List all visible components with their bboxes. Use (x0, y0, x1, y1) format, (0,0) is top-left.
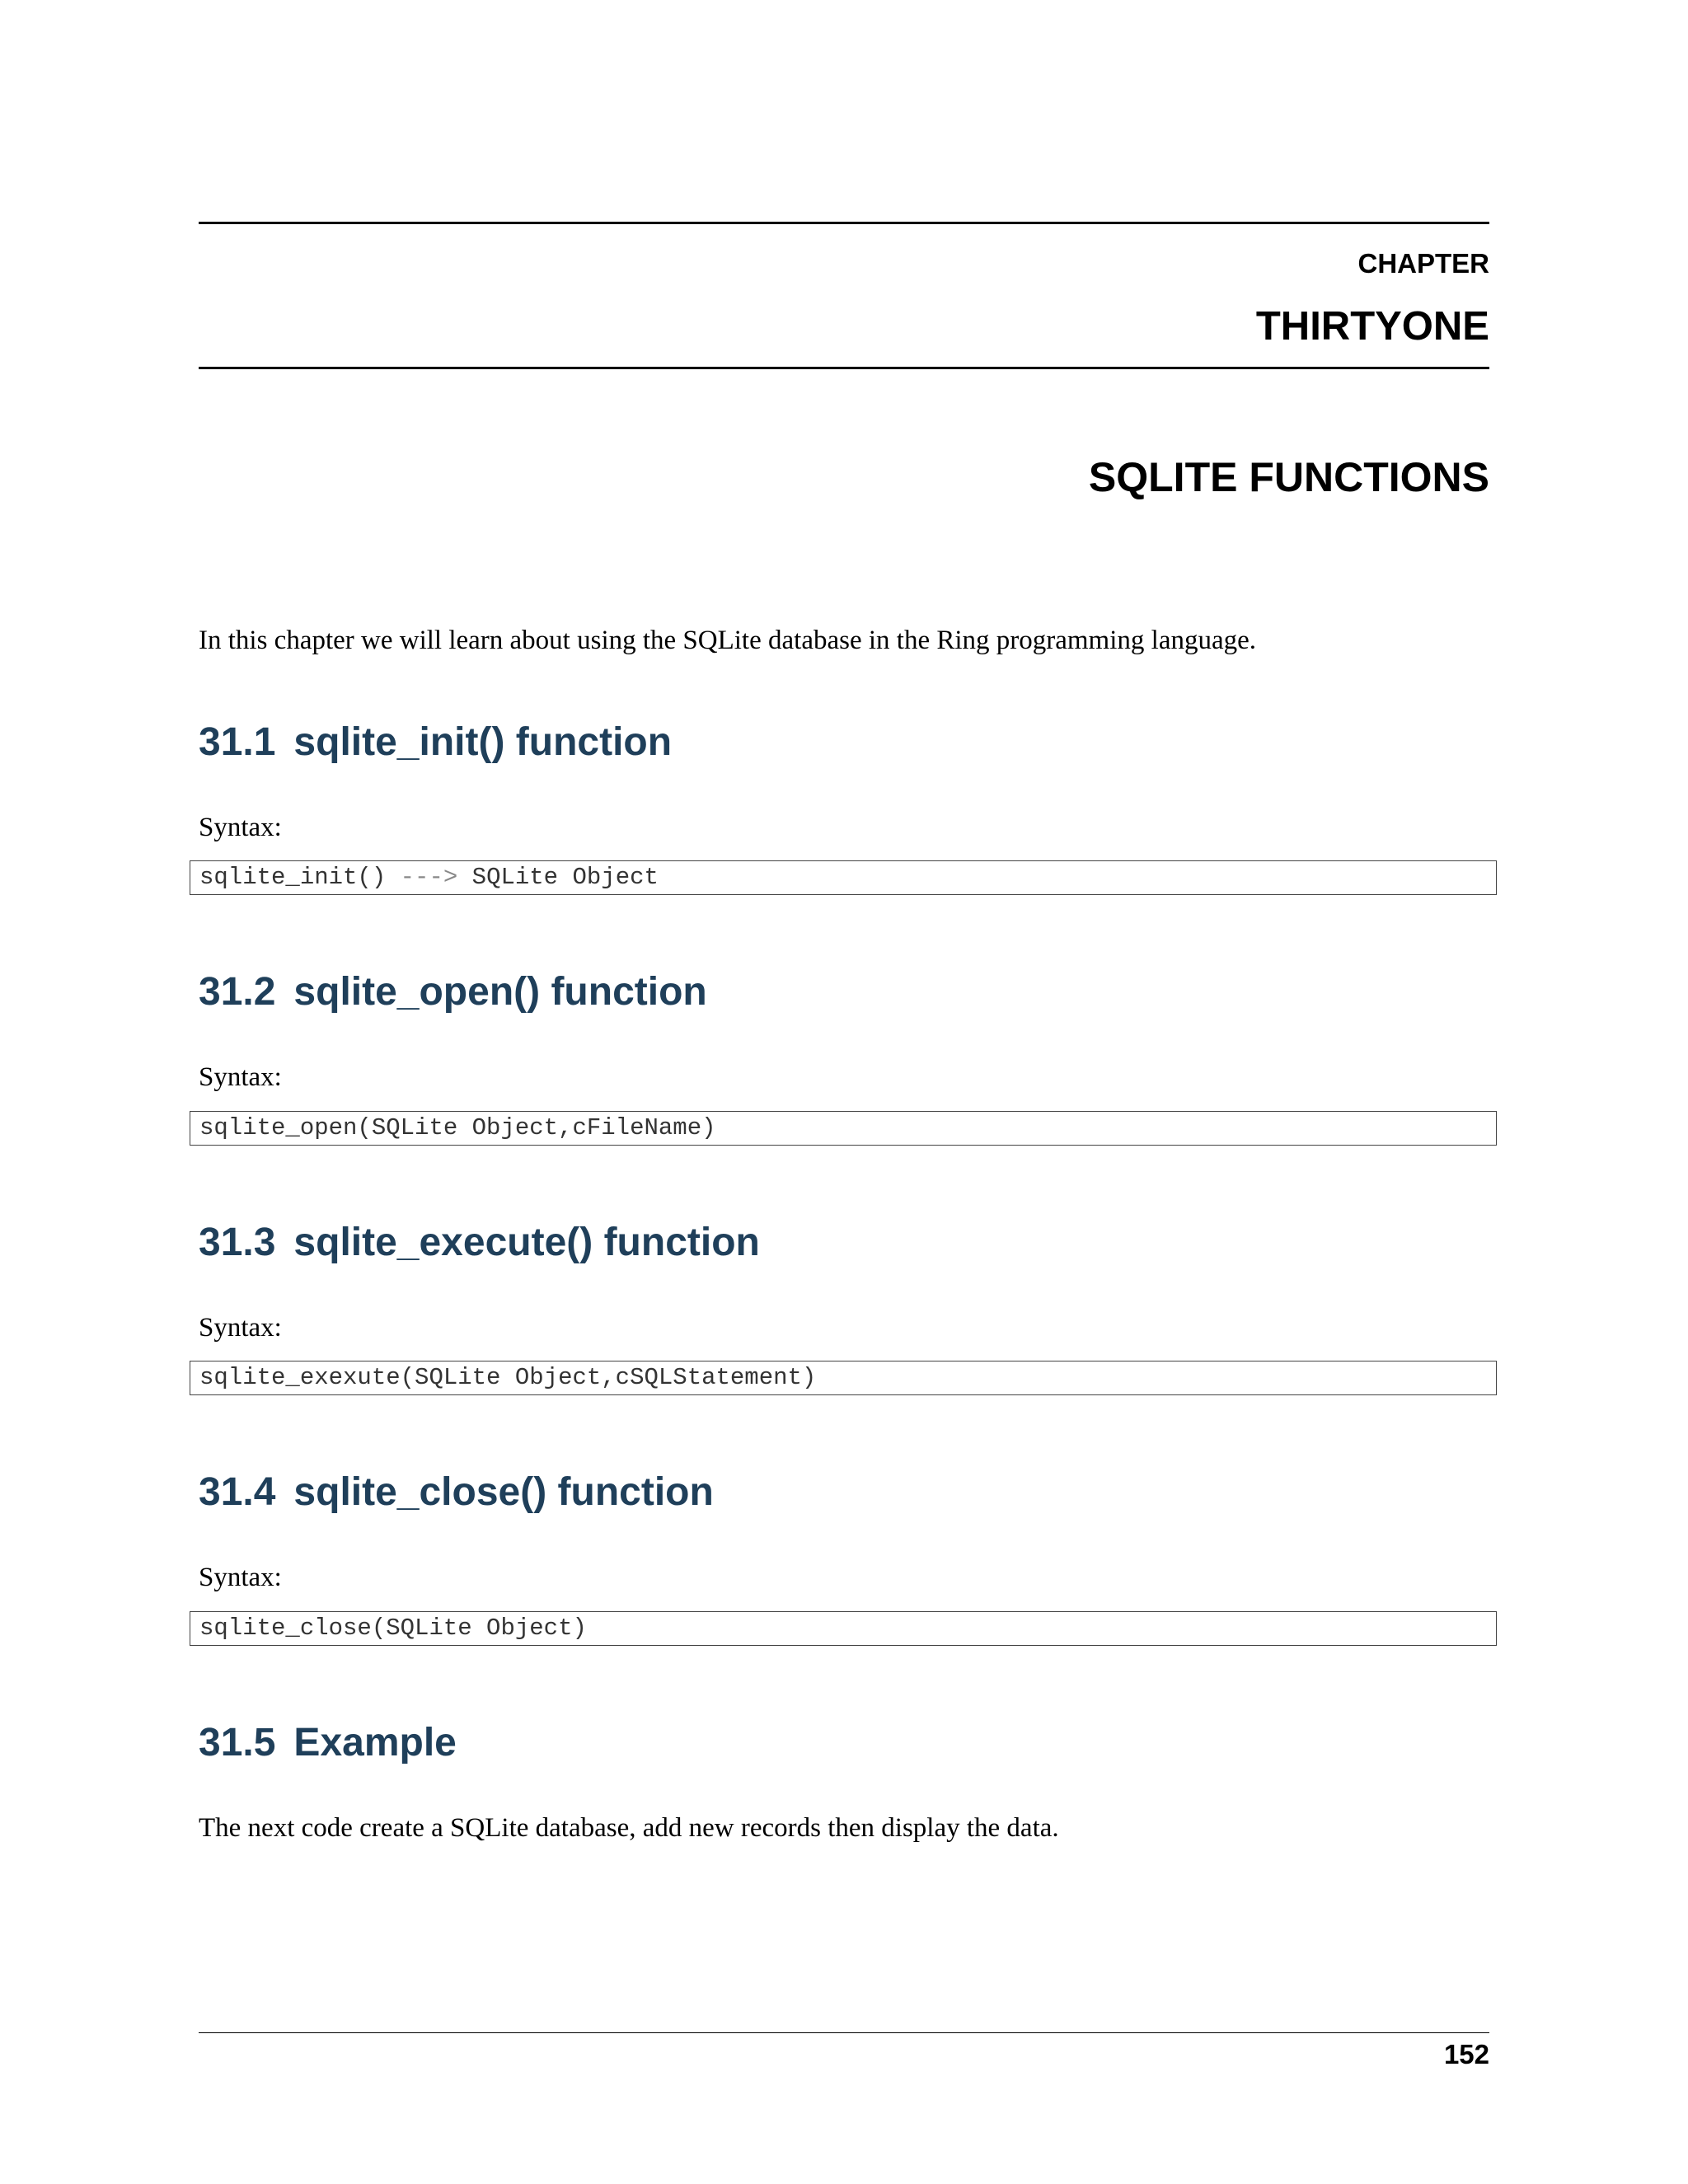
syntax-label: Syntax: (199, 1563, 282, 1592)
section-number: 31.1 (199, 720, 276, 764)
section-title: sqlite_execute() function (293, 1221, 760, 1264)
code-block-sqlite-open: sqlite_open(SQLite Object,cFileName) (190, 1111, 1497, 1146)
chapter-top-rule (199, 222, 1489, 224)
chapter-number: THIRTYONE (1255, 304, 1489, 349)
code-block-sqlite-init (190, 860, 1497, 895)
example-paragraph: The next code create a SQLite database, add new records then display the data. (199, 1813, 1059, 1843)
section-heading-31-3 (199, 1218, 760, 1268)
syntax-label: Syntax: (199, 1062, 282, 1092)
code-block-sqlite-close: sqlite_close(SQLite Object) (190, 1611, 1497, 1646)
section-title: sqlite_init() function (293, 720, 673, 764)
section-title: Example (293, 1721, 457, 1765)
syntax-label: Syntax: (199, 1313, 282, 1343)
section-number: 31.2 (199, 970, 276, 1014)
section-heading-31-2 (199, 968, 707, 1017)
section-number: 31.4 (199, 1470, 276, 1514)
section-title: sqlite_close() function (293, 1470, 714, 1514)
code-text: SQLite Object (457, 864, 659, 891)
section-heading-31-4 (199, 1468, 714, 1517)
footer-rule (199, 2032, 1489, 2033)
chapter-title: SQLITE FUNCTIONS (1088, 454, 1489, 500)
syntax-label: Syntax: (199, 813, 282, 842)
section-title: sqlite_open() function (293, 970, 707, 1014)
code-arrow: ---> (400, 864, 458, 891)
code-block-sqlite-execute: sqlite_exexute(SQLite Object,cSQLStatement) (190, 1361, 1497, 1395)
chapter-label: CHAPTER (1357, 248, 1489, 279)
section-number: 31.3 (199, 1221, 276, 1264)
section-number: 31.5 (199, 1721, 276, 1765)
section-heading-31-1 (199, 718, 672, 767)
page-number: 152 (1443, 2039, 1489, 2069)
intro-paragraph: In this chapter we will learn about using the SQLite database in the Ring programming language. (199, 626, 1257, 655)
chapter-bottom-rule (199, 367, 1489, 369)
section-heading-31-5 (199, 1718, 457, 1768)
code-text: sqlite_init() (199, 864, 401, 891)
